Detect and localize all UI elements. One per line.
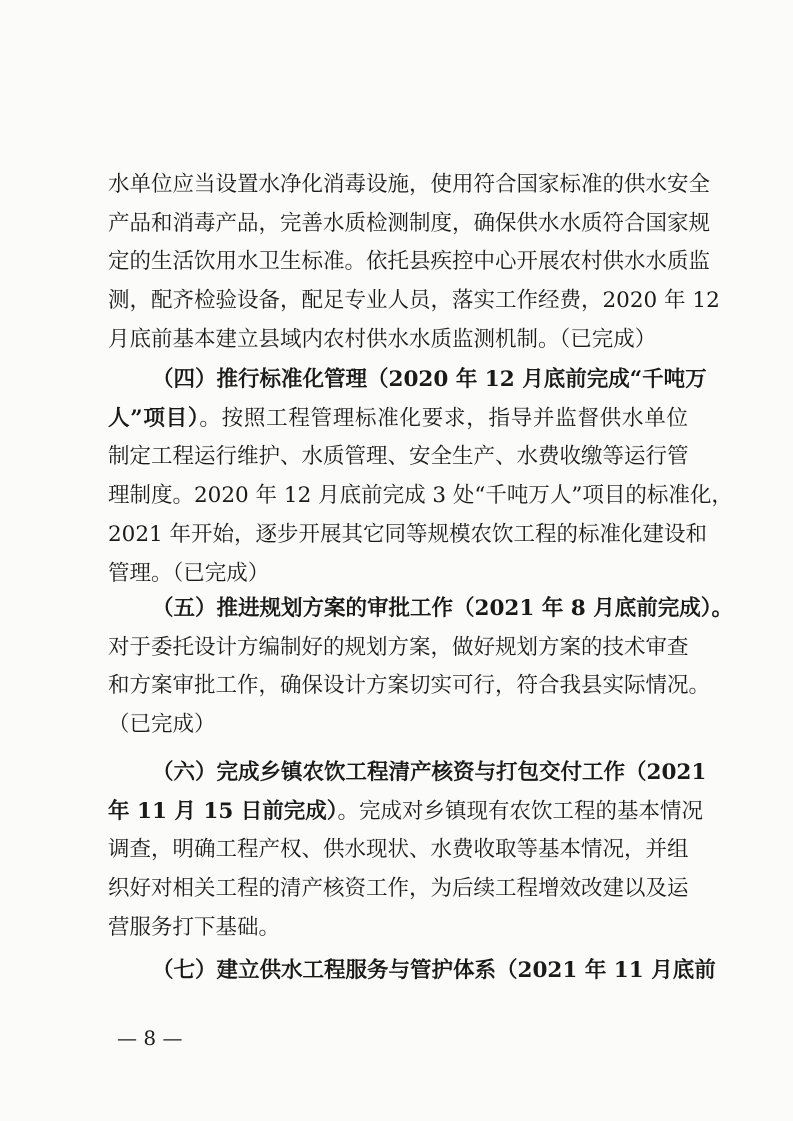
body-text: 产品和消毒产品，完善水质检测制度，确保供水水质符合国家规 bbox=[108, 210, 711, 236]
body-text: 定的生活饮用水卫生标准。依托县疾控中心开展农村供水水质监 bbox=[108, 249, 711, 275]
paragraph-2-line-2 bbox=[108, 404, 688, 434]
paragraph-4-line-1 bbox=[152, 758, 707, 788]
body-text: 理制度。2020 年 12 月底前完成 3 处“千吨万人”项目的标准化， bbox=[108, 483, 733, 509]
body-text: 制定工程运行维护、水质管理、安全生产、水费收缴等运行管 bbox=[108, 444, 689, 470]
paragraph-1-line-2 bbox=[108, 209, 711, 239]
section-heading: 年 11 月 15 日前完成） bbox=[108, 798, 338, 824]
body-text: 。完成对乡镇现有农饮工程的基本情况 bbox=[337, 798, 704, 824]
page-number: — 8 — bbox=[117, 1026, 183, 1050]
paragraph-1-line-1 bbox=[108, 170, 711, 200]
paragraph-2-line-6 bbox=[108, 559, 688, 589]
paragraph-1-line-3 bbox=[108, 247, 711, 277]
body-text: 测，配齐检验设备，配足专业人员，落实工作经费，2020 年 12 bbox=[108, 288, 720, 314]
section-heading: （四）推行标准化管理（2020 年 12 月底前完成“千吨万 bbox=[152, 367, 707, 392]
paragraph-2-line-5 bbox=[108, 520, 708, 550]
body-text: 月底前基本建立县域内农村供水水质监测机制。（已完成） bbox=[108, 326, 657, 352]
paragraph-4-line-3 bbox=[108, 835, 688, 865]
section-heading: （六）完成乡镇农饮工程清产核资与打包交付工作（2021 bbox=[152, 760, 707, 785]
paragraph-1-line-5 bbox=[108, 325, 688, 355]
paragraph-3-line-2 bbox=[108, 633, 688, 663]
paragraph-2-line-1 bbox=[152, 365, 707, 395]
body-text: 2021 年开始，逐步开展其它同等规模农饮工程的标准化建设和 bbox=[108, 521, 708, 547]
paragraph-3-line-4 bbox=[108, 710, 688, 740]
paragraph-3-line-1 bbox=[152, 594, 734, 624]
section-heading: （七）建立供水工程服务与管护体系（2021 年 11 月底前 bbox=[152, 958, 716, 983]
body-text: 。按照工程管理标准化要求，指导并监督供水单位 bbox=[199, 405, 688, 431]
section-heading: 人”项目） bbox=[108, 405, 200, 431]
paragraph-4-line-4 bbox=[108, 874, 688, 904]
body-text: 水单位应当设置水净化消毒设施，使用符合国家标准的供水安全 bbox=[108, 172, 711, 197]
body-text: 和方案审批工作，确保设计方案切实可行，符合我县实际情况。 bbox=[108, 673, 711, 699]
paragraph-4-line-5 bbox=[108, 913, 688, 943]
section-heading: （五）推进规划方案的审批工作（2021 年 8 月底前完成）。 bbox=[152, 596, 734, 621]
paragraph-1-line-4 bbox=[108, 286, 720, 316]
paragraph-3-line-3 bbox=[108, 671, 711, 701]
body-text: 管理。（已完成） bbox=[108, 560, 270, 586]
paragraph-2-line-4 bbox=[108, 481, 733, 511]
paragraph-5-line-1 bbox=[152, 956, 716, 986]
paragraph-4-line-2 bbox=[108, 797, 704, 827]
body-text: 对于委托设计方编制好的规划方案，做好规划方案的技术审查 bbox=[108, 634, 689, 660]
body-text: 调查，明确工程产权、供水现状、水费收取等基本情况，并组 bbox=[108, 837, 689, 863]
body-text: 织好对相关工程的清产核资工作，为后续工程增效改建以及运 bbox=[108, 876, 689, 902]
paragraph-2-line-3 bbox=[108, 442, 688, 472]
body-text: 营服务打下基础。 bbox=[108, 914, 281, 940]
body-text: （已完成） bbox=[108, 712, 216, 738]
